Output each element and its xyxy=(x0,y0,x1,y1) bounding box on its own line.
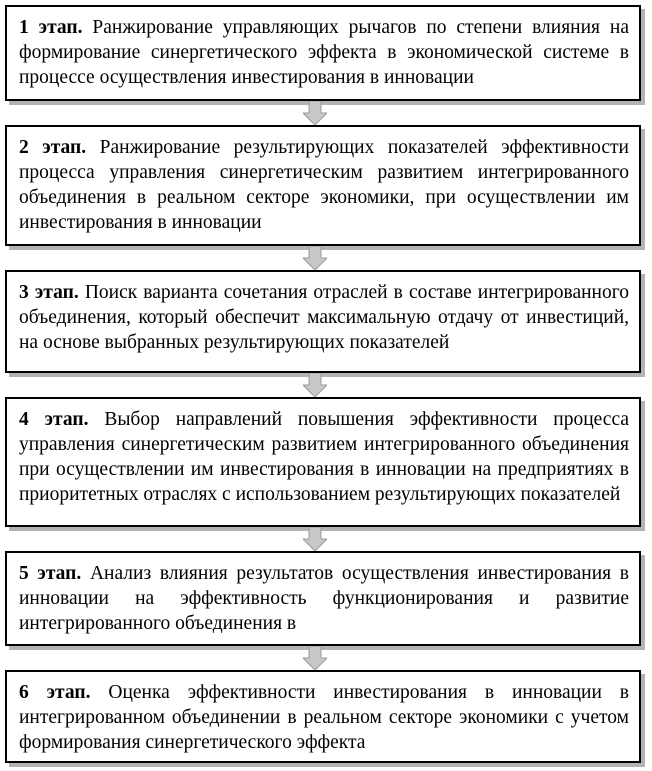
stage-3-box xyxy=(5,270,641,373)
arrow-down-icon xyxy=(303,101,327,125)
stage-5-label: 5 этап. xyxy=(19,563,82,584)
stage-2-label: 2 этап. xyxy=(19,137,87,158)
stage-1-text xyxy=(19,15,629,95)
stage-2-text xyxy=(19,135,629,240)
stage-3-description: Поиск варианта сочетания отраслей в составе интегрированного объединения, который обеспечит максимальную отдачу от инвестиций, на основе выбранных результирующих показателей xyxy=(19,282,629,353)
stage-3-label: 3 этап. xyxy=(19,282,79,303)
stage-4-description: Выбор направлений повышения эффективности процесса управления синергетическим развитием интегрированного объединения при осуществлении им инвестирования в инновации на предприятиях в приоритетных отраслях с использованием результирующих показателей xyxy=(19,409,629,505)
stage-2-description: Ранжирование результирующих показателей эффективности процесса управления синергетическим развитием интегрированного объединения в реальном секторе экономики, при осуществлении им инвестирования в инновации xyxy=(19,137,629,233)
stage-4-label: 4 этап. xyxy=(19,409,89,430)
stage-6-label: 6 этап. xyxy=(19,682,91,703)
stage-5-description: Анализ влияния результатов осуществления инвестирования в инновации на эффективность функционирования и развитие интегрированного объединения в xyxy=(19,563,629,634)
stage-4-box xyxy=(5,397,641,527)
stage-5-box xyxy=(5,551,641,646)
stage-6-box xyxy=(5,670,641,763)
arrow-down-icon xyxy=(303,246,327,270)
arrow-down-icon xyxy=(303,527,327,551)
stage-6-description: Оценка эффективности инвестирования в инновации в интегрированном объединении в реальном секторе экономики с учетом формирования синергетического эффекта xyxy=(19,682,629,753)
stage-1-description: Ранжирование управляющих рычагов по степени влияния на формирование синергетического эффекта в экономической системе в процессе осуществления инвестирования в инновации xyxy=(19,17,629,88)
stage-1-box xyxy=(5,5,641,101)
stage-2-box xyxy=(5,125,641,246)
arrow-down-icon xyxy=(303,646,327,670)
stage-6-text xyxy=(19,680,629,760)
stage-1-label: 1 этап. xyxy=(19,17,83,38)
stage-5-text xyxy=(19,561,629,641)
arrow-down-icon xyxy=(303,373,327,397)
stage-3-text xyxy=(19,280,629,371)
stage-4-text xyxy=(19,407,629,525)
